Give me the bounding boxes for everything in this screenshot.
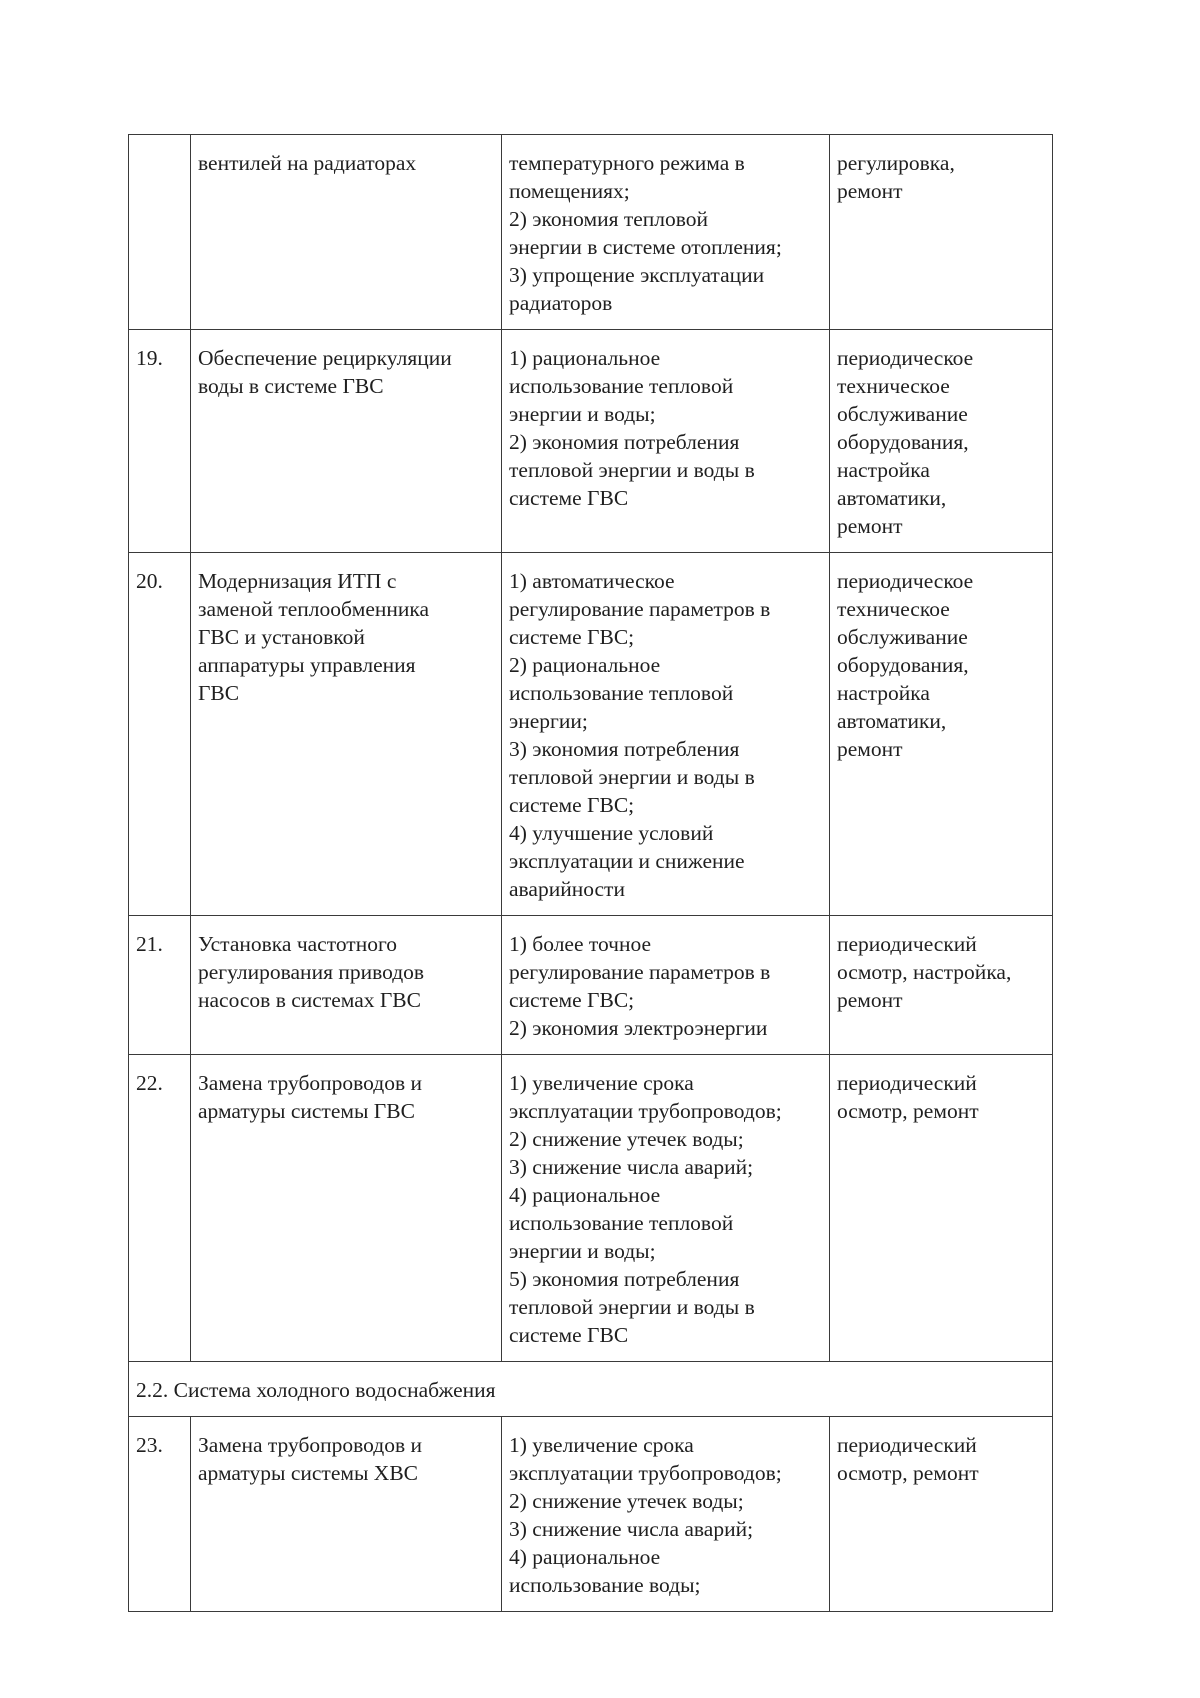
expected-effect-cell: [502, 1417, 830, 1612]
cell-line: 2) рациональное: [509, 653, 661, 677]
cell-line: осмотр, ремонт: [837, 1099, 979, 1123]
cell-line: техническое: [837, 374, 950, 398]
cell-line: 2) экономия потребления: [509, 430, 740, 454]
table-row: [129, 1055, 1053, 1362]
cell-line: автоматики,: [837, 486, 947, 510]
cell-line: тепловой энергии и воды в: [509, 765, 755, 789]
cell-line: 2) экономия тепловой: [509, 207, 709, 231]
cell-line: радиаторов: [509, 291, 613, 315]
row-number: 23.: [129, 1417, 191, 1612]
cell-line: 2) экономия электроэнергии: [509, 1016, 768, 1040]
cell-line: 4) рациональное: [509, 1183, 661, 1207]
expected-effect-cell: [502, 553, 830, 916]
cell-line: 1) автоматическое: [509, 569, 675, 593]
cell-line: 2) снижение утечек воды;: [509, 1127, 744, 1151]
section-header-row: [129, 1362, 1053, 1417]
measure-name-cell: [191, 135, 502, 330]
cell-line: системе ГВС;: [509, 793, 635, 817]
cell-line: Обеспечение рециркуляции: [198, 346, 452, 370]
cell-line: 1) более точное: [509, 932, 652, 956]
cell-line: 3) экономия потребления: [509, 737, 740, 761]
measure-name-cell: [191, 1417, 502, 1612]
cell-line: эксплуатации трубопроводов;: [509, 1099, 782, 1123]
row-number: 19.: [129, 330, 191, 553]
cell-line: оборудования,: [837, 653, 969, 677]
maintenance-cell: [830, 135, 1053, 330]
cell-line: оборудования,: [837, 430, 969, 454]
measures-table-body: [129, 135, 1053, 1612]
cell-line: 1) увеличение срока: [509, 1433, 694, 1457]
cell-line: ГВС и установкой: [198, 625, 365, 649]
cell-line: энергии и воды;: [509, 402, 656, 426]
table-row: [129, 916, 1053, 1055]
cell-line: системе ГВС: [509, 1323, 629, 1347]
table-row: [129, 135, 1053, 330]
cell-line: регулирование параметров в: [509, 960, 771, 984]
cell-line: системе ГВС;: [509, 625, 635, 649]
cell-line: аппаратуры управления: [198, 653, 416, 677]
measures-table: [128, 134, 1053, 1612]
measure-name-cell: [191, 1055, 502, 1362]
measure-name-cell: [191, 553, 502, 916]
cell-line: температурного режима в: [509, 151, 745, 175]
measure-name-cell: [191, 916, 502, 1055]
cell-line: 3) снижение числа аварий;: [509, 1155, 754, 1179]
maintenance-cell: [830, 553, 1053, 916]
cell-line: ремонт: [837, 988, 903, 1012]
cell-line: ремонт: [837, 737, 903, 761]
cell-line: системе ГВС: [509, 486, 629, 510]
cell-line: использование тепловой: [509, 681, 734, 705]
cell-line: тепловой энергии и воды в: [509, 458, 755, 482]
cell-line: настройка: [837, 681, 930, 705]
cell-line: помещениях;: [509, 179, 630, 203]
cell-line: настройка: [837, 458, 930, 482]
cell-line: ГВС: [198, 681, 240, 705]
cell-line: энергии и воды;: [509, 1239, 656, 1263]
cell-line: вентилей на радиаторах: [198, 151, 417, 175]
cell-line: периодический: [837, 1071, 977, 1095]
cell-line: 5) экономия потребления: [509, 1267, 740, 1291]
cell-line: использование воды;: [509, 1573, 701, 1597]
cell-line: Замена трубопроводов и: [198, 1071, 423, 1095]
cell-line: эксплуатации и снижение: [509, 849, 745, 873]
cell-line: арматуры системы ГВС: [198, 1099, 415, 1123]
cell-line: тепловой энергии и воды в: [509, 1295, 755, 1319]
row-number: 20.: [129, 553, 191, 916]
cell-line: Замена трубопроводов и: [198, 1433, 423, 1457]
cell-line: обслуживание: [837, 625, 968, 649]
cell-line: энергии;: [509, 709, 588, 733]
cell-line: периодическое: [837, 346, 974, 370]
cell-line: периодический: [837, 932, 977, 956]
cell-line: регулирования приводов: [198, 960, 425, 984]
cell-line: аварийности: [509, 877, 625, 901]
maintenance-cell: [830, 1417, 1053, 1612]
row-number: 22.: [129, 1055, 191, 1362]
cell-line: периодическое: [837, 569, 974, 593]
cell-line: 2) снижение утечек воды;: [509, 1489, 744, 1513]
cell-line: обслуживание: [837, 402, 968, 426]
maintenance-cell: [830, 916, 1053, 1055]
maintenance-cell: [830, 330, 1053, 553]
cell-line: насосов в системах ГВС: [198, 988, 421, 1012]
expected-effect-cell: [502, 1055, 830, 1362]
cell-line: осмотр, настройка,: [837, 960, 1012, 984]
section-title: 2.2. Система холодного водоснабжения: [129, 1362, 1053, 1417]
cell-line: эксплуатации трубопроводов;: [509, 1461, 782, 1485]
cell-line: 3) снижение числа аварий;: [509, 1517, 754, 1541]
expected-effect-cell: [502, 135, 830, 330]
cell-line: автоматики,: [837, 709, 947, 733]
cell-line: 1) рациональное: [509, 346, 661, 370]
cell-line: регулирование параметров в: [509, 597, 771, 621]
cell-line: использование тепловой: [509, 374, 734, 398]
cell-line: осмотр, ремонт: [837, 1461, 979, 1485]
table-row: [129, 1417, 1053, 1612]
cell-line: арматуры системы ХВС: [198, 1461, 419, 1485]
cell-line: энергии в системе отопления;: [509, 235, 782, 259]
expected-effect-cell: [502, 330, 830, 553]
cell-line: периодический: [837, 1433, 977, 1457]
expected-effect-cell: [502, 916, 830, 1055]
row-number: 21.: [129, 916, 191, 1055]
table-row: [129, 553, 1053, 916]
measure-name-cell: [191, 330, 502, 553]
cell-line: заменой теплообменника: [198, 597, 430, 621]
row-number: [129, 135, 191, 330]
cell-line: воды в системе ГВС: [198, 374, 384, 398]
cell-line: регулировка,: [837, 151, 955, 175]
cell-line: 1) увеличение срока: [509, 1071, 694, 1095]
cell-line: 4) рациональное: [509, 1545, 661, 1569]
cell-line: ремонт: [837, 514, 903, 538]
cell-line: системе ГВС;: [509, 988, 635, 1012]
cell-line: техническое: [837, 597, 950, 621]
cell-line: 4) улучшение условий: [509, 821, 714, 845]
table-row: [129, 330, 1053, 553]
cell-line: 3) упрощение эксплуатации: [509, 263, 765, 287]
maintenance-cell: [830, 1055, 1053, 1362]
cell-line: использование тепловой: [509, 1211, 734, 1235]
cell-line: Установка частотного: [198, 932, 397, 956]
cell-line: ремонт: [837, 179, 903, 203]
cell-line: Модернизация ИТП с: [198, 569, 397, 593]
